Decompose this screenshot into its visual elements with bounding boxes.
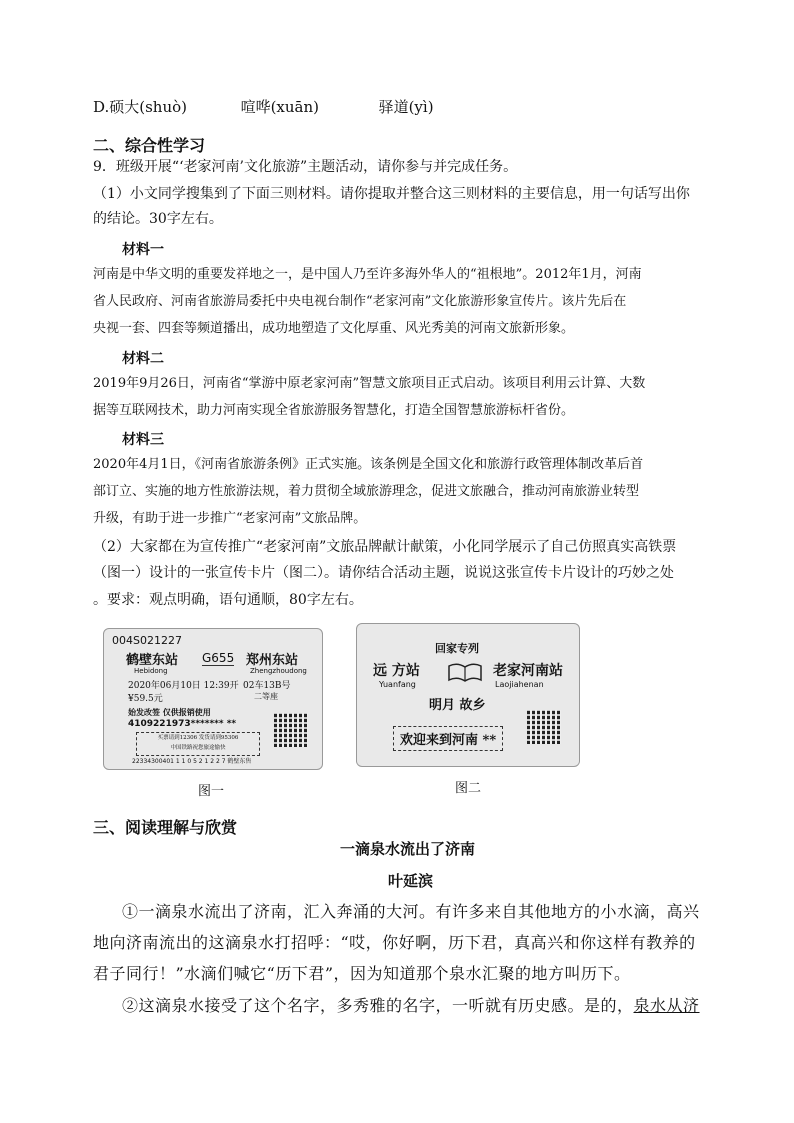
open-book-icon [445, 660, 485, 684]
ticket-figure-2 [356, 623, 580, 767]
material-text: 据等互联网技术，助力河南实现全省旅游服务智慧化，打造全国智慧旅游标杆省份。 [93, 403, 575, 418]
material-text: 河南是中华文明的重要发祥地之一，是中国人乃至许多海外华人的“祖根地”。2012年1月，河南 [93, 267, 642, 282]
ticket-note: 始发改签 仅供报销使用 [128, 707, 211, 717]
ticket-date: 2020年06月10日 12:39开 [128, 681, 239, 691]
question-part2-cont: （图一）设计的一张宣传卡片（图二）。请你结合活动主题，说说这张宣传卡片设计的巧妙之处 [93, 565, 674, 581]
card-to-pinyin: Laojiahenan [495, 680, 544, 689]
card-welcome-box: 欢迎来到河南 ** [393, 726, 503, 751]
card-from: 远 方站 [373, 663, 420, 679]
qr-code-icon [274, 713, 308, 747]
essay-title: 一滴泉水流出了济南 [340, 840, 476, 858]
question-part2: （2）大家都在为宣传推广“老家河南”文旅品牌献计献策，小化同学展示了自己仿照真实高铁票 [93, 539, 677, 555]
section-heading: 三、阅读理解与欣赏 [93, 818, 238, 837]
material-text: 央视一套、四套等频道播出，成功地塑造了文化厚重、风光秀美的河南文旅新形象。 [93, 321, 575, 336]
option-d-c: 驿道(yì) [378, 98, 434, 116]
option-d [93, 97, 434, 117]
ticket-figure-1 [103, 628, 323, 770]
ticket-to-pinyin: Zhengzhoudong [250, 667, 307, 675]
qr-code-icon [527, 710, 561, 744]
option-d-a: D.硕大(shuò) [93, 98, 188, 116]
ticket-box-line1: 买票请到12306 发货请到95306 [157, 735, 239, 741]
card-middle-text: 明月 故乡 [429, 698, 486, 713]
question-part2-cont: 。要求：观点明确，语句通顺，80字左右。 [93, 592, 363, 608]
ticket-from-pinyin: Hebidong [134, 667, 168, 675]
ticket-to: 郑州东站 [246, 653, 299, 668]
figure-caption-2: 图二 [455, 781, 482, 796]
essay-author: 叶延滨 [388, 872, 434, 890]
ticket-box [136, 732, 260, 756]
ticket-seat: 02车13B号 [243, 681, 291, 691]
essay-text: ②这滴泉水接受了这个名字，多秀雅的名字，一听就有历史感。是的， [122, 996, 634, 1015]
essay-paragraph: 地向济南流出的这滴泉水打招呼：“哎，你好啊，历下君，真高兴和你这样有教养的 [93, 933, 696, 952]
ticket-id: 4109221973******* ** [128, 719, 237, 729]
ticket-box-line2: 中国铁路祝您旅途愉快 [170, 745, 226, 751]
section-heading: 二、综合性学习 [93, 136, 206, 155]
ticket-bottom-code: 22334300401 1 1 0 5 2 1 2 2 7 鹤壁东售 [132, 758, 252, 765]
question-part1: （1）小文同学搜集到了下面三则材料。请你提取并整合这三则材料的主要信息，用一句话写出你 [93, 186, 690, 202]
figure-caption-1: 图一 [198, 784, 225, 799]
material-text: 2019年9月26日，河南省“掌游中原老家河南”智慧文旅项目正式启动。该项目利用云计算、大数 [93, 376, 646, 391]
ticket-train-no: G655 [202, 651, 235, 665]
essay-paragraph: 君子同行！”水滴们喊它“历下君”，因为知道那个泉水汇聚的地方叫历下。 [93, 964, 631, 983]
material-label: 材料一 [122, 242, 164, 258]
question-stem: 9．班级开展“‘老家河南’文化旅游”主题活动，请你参与并完成任务。 [93, 159, 518, 175]
essay-paragraph [122, 995, 700, 1017]
essay-underlined-text: 泉水从济 [633, 996, 700, 1015]
ticket-from: 鹤壁东站 [126, 653, 179, 668]
card-top-label: 回家专列 [435, 642, 479, 655]
material-text: 升级，有助于进一步推广“老家河南”文旅品牌。 [93, 511, 367, 526]
card-from-pinyin: Yuanfang [379, 680, 416, 689]
material-text: 2020年4月1日，《河南省旅游条例》正式实施。该条例是全国文化和旅游行政管理体制改革后首 [93, 457, 644, 472]
material-label: 材料二 [122, 351, 164, 367]
material-text: 部订立、实施的地方性旅游法规，着力贯彻全域旅游理念，促进文旅融合，推动河南旅游业转型 [93, 484, 640, 499]
ticket-serial: 004S021227 [112, 634, 182, 647]
essay-paragraph: ①一滴泉水流出了济南，汇入奔涌的大河。有许多来自其他地方的小水滴，高兴 [122, 902, 700, 921]
material-text: 省人民政府、河南省旅游局委托中央电视台制作“老家河南”文化旅游形象宣传片。该片先后在 [93, 294, 627, 309]
ticket-price: ¥59.5元 [128, 694, 163, 704]
card-to: 老家河南站 [493, 663, 563, 679]
option-d-b: 喧哗(xuān) [240, 98, 320, 116]
ticket-class: 二等座 [254, 692, 278, 701]
question-part1-cont: 的结论。30字左右。 [93, 211, 223, 227]
material-label: 材料三 [122, 432, 164, 448]
